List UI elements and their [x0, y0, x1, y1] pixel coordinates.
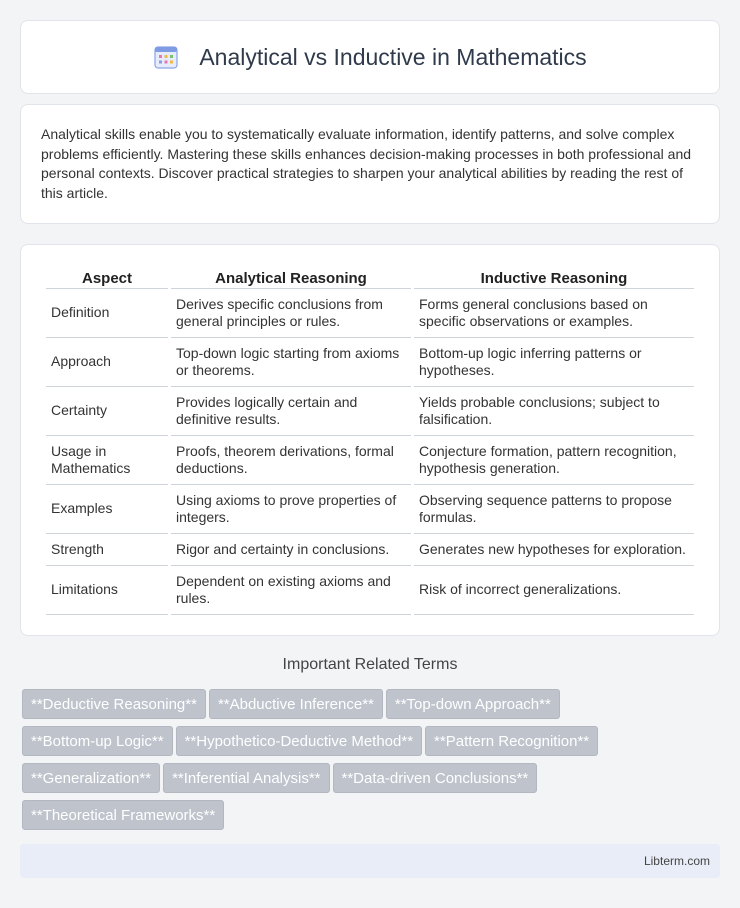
- related-terms-title: Important Related Terms: [282, 656, 458, 673]
- row-analytical: Provides logically certain and definitive results.: [171, 387, 411, 436]
- table-row: [46, 338, 694, 387]
- table-row: [46, 387, 694, 436]
- header-card: [20, 20, 720, 94]
- row-analytical: Dependent on existing axioms and rules.: [171, 566, 411, 615]
- header-aspect: Aspect: [46, 265, 168, 289]
- term-tag[interactable]: **Abductive Inference**: [209, 689, 383, 719]
- term-tag[interactable]: **Top-down Approach**: [386, 689, 560, 719]
- table-header-row: [46, 265, 694, 289]
- row-analytical: Rigor and certainty in conclusions.: [171, 534, 411, 566]
- term-tag[interactable]: **Bottom-up Logic**: [22, 726, 173, 756]
- row-aspect: Examples: [46, 485, 168, 534]
- row-analytical: Top-down logic starting from axioms or theorems.: [171, 338, 411, 387]
- row-inductive: Risk of incorrect generalizations.: [414, 566, 694, 615]
- footer: [20, 844, 720, 878]
- row-aspect: Approach: [46, 338, 168, 387]
- row-inductive: Observing sequence patterns to propose formulas.: [414, 485, 694, 534]
- row-inductive: Yields probable conclusions; subject to falsification.: [414, 387, 694, 436]
- table-row: [46, 436, 694, 485]
- row-inductive: Bottom-up logic inferring patterns or hypotheses.: [414, 338, 694, 387]
- row-aspect: Usage in Mathematics: [46, 436, 168, 485]
- row-inductive: Generates new hypotheses for exploration.: [414, 534, 694, 566]
- row-inductive: Forms general conclusions based on specific observations or examples.: [414, 289, 694, 338]
- term-tag[interactable]: **Theoretical Frameworks**: [22, 800, 224, 830]
- term-tag[interactable]: **Hypothetico-Deductive Method**: [176, 726, 422, 756]
- row-aspect: Limitations: [46, 566, 168, 615]
- row-aspect: Certainty: [46, 387, 168, 436]
- footer-site-link[interactable]: Libterm.com: [643, 854, 710, 868]
- header-analytical: Analytical Reasoning: [171, 265, 411, 289]
- related-terms-list: [22, 689, 722, 837]
- row-aspect: Definition: [46, 289, 168, 338]
- row-analytical: Using axioms to prove properties of integers.: [171, 485, 411, 534]
- term-tag[interactable]: **Pattern Recognition**: [425, 726, 598, 756]
- row-analytical: Derives specific conclusions from general principles or rules.: [171, 289, 411, 338]
- row-analytical: Proofs, theorem derivations, formal deductions.: [171, 436, 411, 485]
- term-tag[interactable]: **Deductive Reasoning**: [22, 689, 206, 719]
- intro-text: Analytical skills enable you to systematically evaluate information, identify patterns, and solve complex problems efficiently. Mastering these skills enhances decision-making processes in both professional and personal contexts. Discover practical strategies to sharpen your analytical abilities by reading the rest of this article.: [41, 126, 692, 201]
- row-inductive: Conjecture formation, pattern recognition, hypothesis generation.: [414, 436, 694, 485]
- page-title: Analytical vs Inductive in Mathematics: [199, 43, 587, 70]
- header-inductive: Inductive Reasoning: [414, 265, 694, 289]
- comparison-table: [43, 265, 697, 615]
- table-row: [46, 534, 694, 566]
- intro-card: [20, 104, 720, 224]
- comparison-table-card: [20, 244, 720, 636]
- calendar-grid-icon: [153, 44, 179, 70]
- table-row: [46, 289, 694, 338]
- term-tag[interactable]: **Data-driven Conclusions**: [333, 763, 538, 793]
- table-row: [46, 566, 694, 615]
- term-tag[interactable]: **Inferential Analysis**: [163, 763, 329, 793]
- table-row: [46, 485, 694, 534]
- row-aspect: Strength: [46, 534, 168, 566]
- term-tag[interactable]: **Generalization**: [22, 763, 160, 793]
